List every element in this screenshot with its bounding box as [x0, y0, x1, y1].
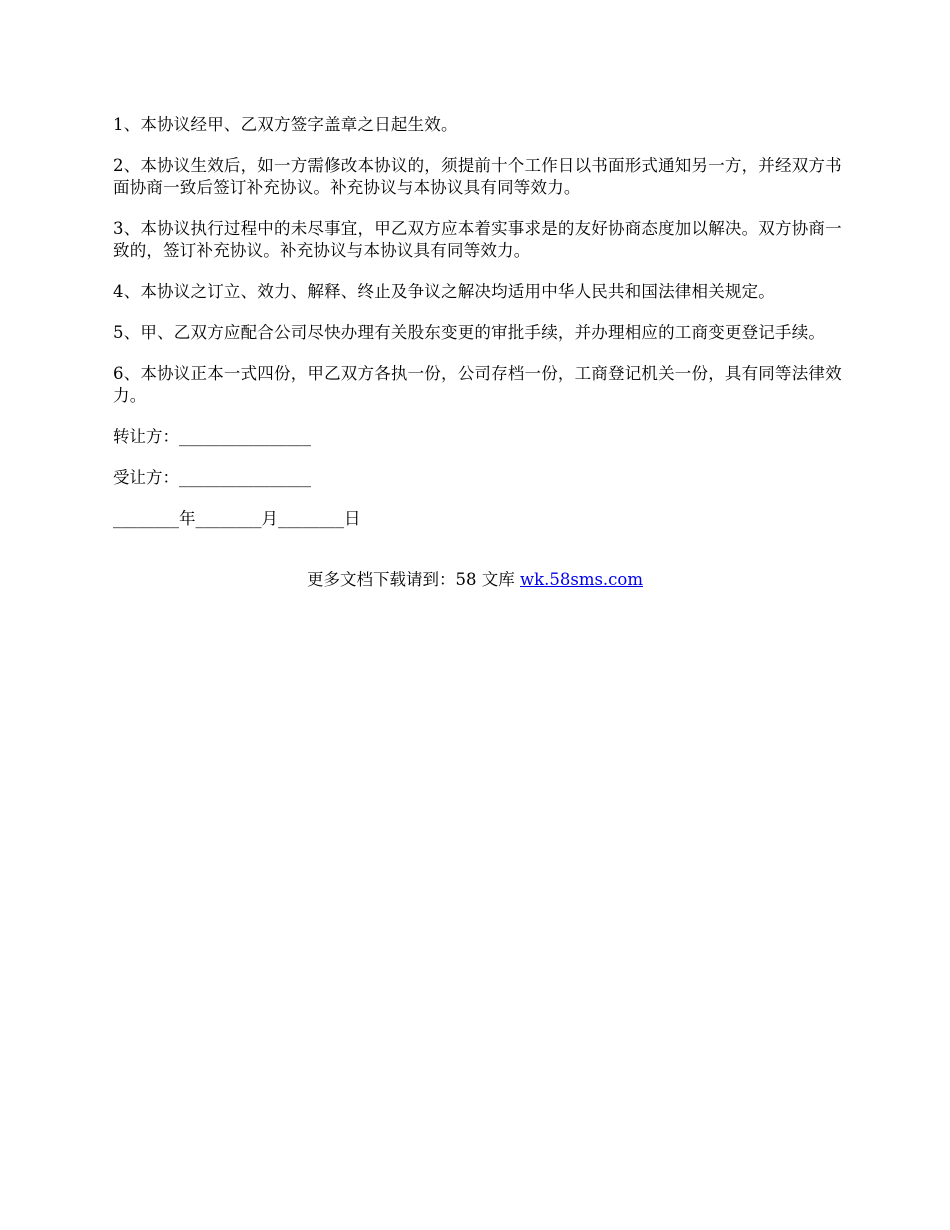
- clause-4: 4、本协议之订立、效力、解释、终止及争议之解决均适用中华人民共和国法律相关规定。: [113, 282, 775, 301]
- footer: [0, 569, 950, 591]
- footer-text: 更多文档下载请到：58 文库: [306, 570, 520, 589]
- transferee-signature-line: 受让方：________________: [113, 468, 311, 487]
- clause-1: 1、本协议经甲、乙双方签字盖章之日起生效。: [113, 115, 458, 134]
- date-line: ________年________月________日: [113, 509, 361, 528]
- document-body: [113, 114, 843, 549]
- clause-6: 6、本协议正本一式四份，甲乙双方各执一份，公司存档一份，工商登记机关一份，具有同等法律效力。: [113, 364, 842, 405]
- footer-link[interactable]: wk.58sms.com: [519, 570, 643, 589]
- clause-5: 5、甲、乙双方应配合公司尽快办理有关股东变更的审批手续，并办理相应的工商变更登记手续。: [113, 323, 826, 342]
- clause-3: 3、本协议执行过程中的未尽事宜，甲乙双方应本着实事求是的友好协商态度加以解决。双方协商一致的，签订补充协议。补充协议与本协议具有同等效力。: [113, 219, 842, 260]
- transferor-signature-line: 转让方：________________: [113, 427, 311, 446]
- clause-2: 2、本协议生效后，如一方需修改本协议的，须提前十个工作日以书面形式通知另一方，并经双方书面协商一致后签订补充协议。补充协议与本协议具有同等效力。: [113, 156, 842, 197]
